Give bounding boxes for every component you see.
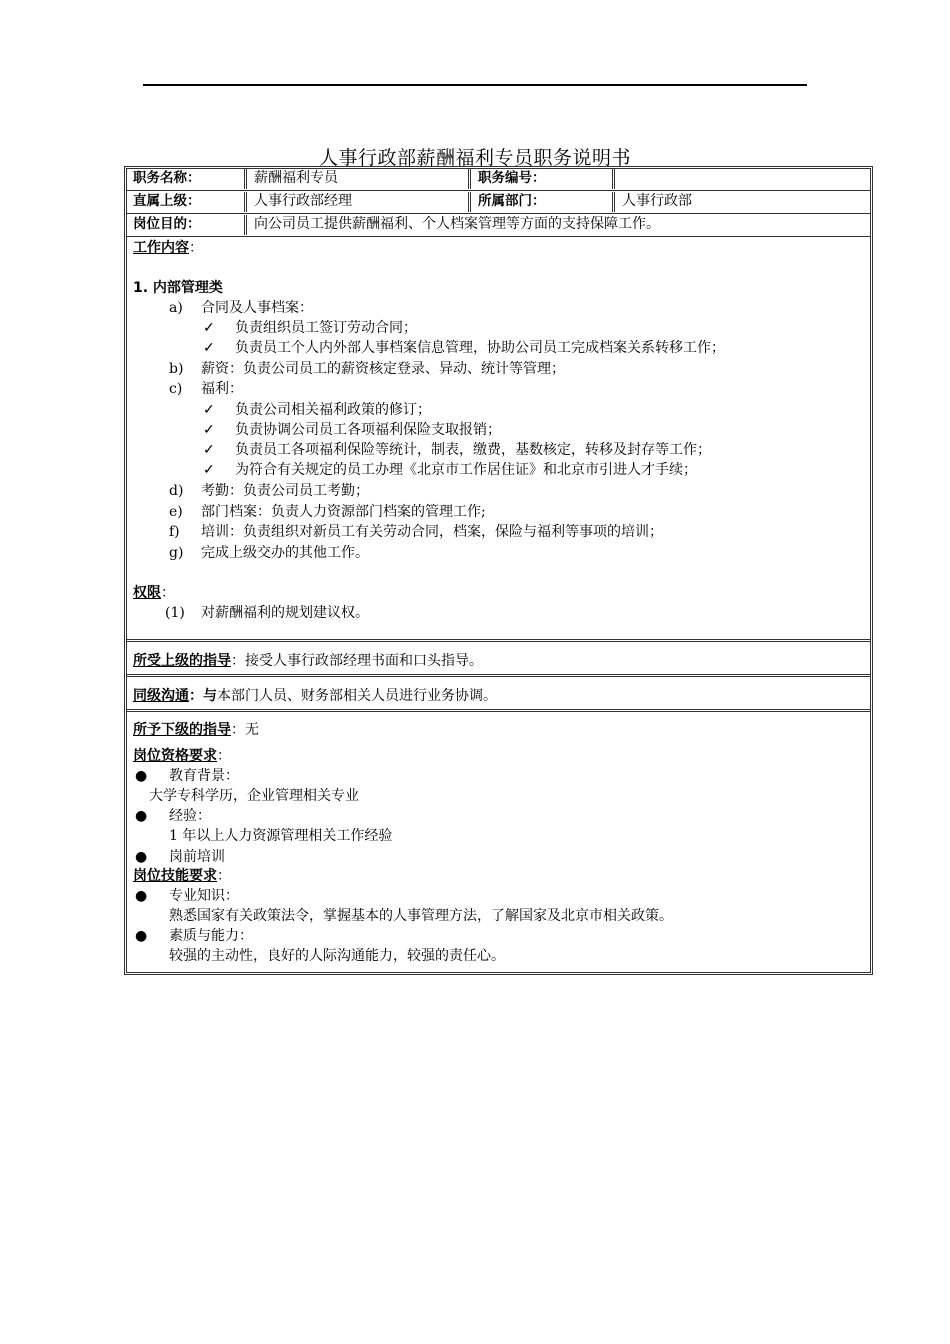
- list-item: b): [169, 361, 184, 377]
- list-item: 负责组织员工签订劳动合同；: [235, 320, 417, 336]
- check-icon: ✓: [203, 462, 215, 478]
- list-item: 完成上级交办的其他工作。: [201, 545, 369, 561]
- job-description-table: [124, 166, 873, 975]
- superior-value: 人事行政部经理: [254, 193, 352, 209]
- row-job-name: [127, 169, 870, 189]
- qualifications-heading: 岗位资格要求：: [133, 748, 231, 764]
- training-value: 岗前培训: [169, 849, 225, 865]
- education-value: 大学专科学历，企业管理相关专业: [149, 788, 359, 804]
- dept-value: 人事行政部: [622, 193, 692, 209]
- check-icon: ✓: [203, 402, 215, 418]
- check-icon: ✓: [203, 422, 215, 438]
- list-item: 福利：: [201, 381, 243, 397]
- authority-heading: 权限：: [133, 585, 175, 601]
- list-item: 负责公司相关福利政策的修订；: [235, 402, 431, 418]
- bullet-icon: ●: [135, 768, 148, 784]
- job-name-label: 职务名称：: [133, 170, 201, 186]
- experience-label: 经验：: [169, 808, 211, 824]
- list-item: a): [169, 300, 183, 316]
- list-item: 部门档案：负责人力资源部门档案的管理工作;: [201, 504, 486, 520]
- list-item: 薪资：负责公司员工的薪资核定登录、异动、统计等管理；: [201, 361, 565, 377]
- list-item: g): [169, 545, 184, 561]
- purpose-value: 向公司员工提供薪酬福利、个人档案管理等方面的支持保障工作。: [254, 216, 660, 232]
- guidance-given: 所予下级的指导：无: [133, 722, 259, 738]
- list-item: f): [169, 524, 180, 540]
- superior-label: 直属上级：: [133, 193, 201, 209]
- list-item: c): [169, 381, 183, 397]
- row-superior: [127, 192, 870, 212]
- list-item: d): [169, 483, 184, 499]
- bullet-icon: ●: [135, 808, 148, 824]
- list-item: 培训：负责组织对新员工有关劳动合同，档案，保险与福利等事项的培训；: [201, 524, 663, 540]
- bullet-icon: ●: [135, 888, 148, 904]
- purpose-label: 岗位目的：: [133, 216, 201, 232]
- list-item: 负责员工各项福利保险等统计，制表，缴费，基数核定，转移及封存等工作；: [235, 442, 711, 458]
- job-code-label: 职务编号：: [478, 170, 546, 186]
- education-label: 教育背景：: [169, 768, 239, 784]
- list-item: e): [169, 504, 183, 520]
- list-item: 考勤：负责公司员工考勤；: [201, 483, 369, 499]
- knowledge-label: 专业知识：: [169, 888, 239, 904]
- check-icon: ✓: [203, 340, 215, 356]
- ability-label: 素质与能力：: [169, 928, 253, 944]
- document-title: 人事行政部薪酬福利专员职务说明书: [318, 147, 631, 169]
- knowledge-value: 熟悉国家有关政策法令，掌握基本的人事管理方法，了解国家及北京市相关政策。: [169, 908, 673, 924]
- work-heading: 工作内容：: [133, 240, 203, 256]
- peer-communication: 同级沟通：与本部门人员、财务部相关人员进行业务协调。: [133, 688, 497, 704]
- job-name-value: 薪酬福利专员: [254, 170, 338, 186]
- list-item: 负责协调公司员工各项福利保险支取报销；: [235, 422, 501, 438]
- dept-label: 所属部门：: [478, 193, 546, 209]
- ability-value: 较强的主动性，良好的人际沟通能力，较强的责任心。: [169, 948, 505, 964]
- check-icon: ✓: [203, 320, 215, 336]
- list-item: 合同及人事档案：: [201, 300, 313, 316]
- section-internal-management: 1. 内部管理类: [133, 280, 223, 296]
- guidance-received: 所受上级的指导：接受人事行政部经理书面和口头指导。: [133, 653, 483, 669]
- row-purpose: [127, 215, 870, 235]
- job-code-value: [616, 169, 870, 189]
- bullet-icon: ●: [135, 849, 148, 865]
- header-rule: [143, 84, 807, 86]
- list-item: 负责员工个人内外部人事档案信息管理，协助公司员工完成档案关系转移工作；: [235, 340, 725, 356]
- list-item: (1): [165, 605, 185, 621]
- list-item: 为符合有关规定的员工办理《北京市工作居住证》和北京市引进人才手续；: [235, 462, 697, 478]
- list-item: 对薪酬福利的规划建议权。: [201, 605, 369, 621]
- check-icon: ✓: [203, 442, 215, 458]
- experience-value: 1 年以上人力资源管理相关工作经验: [169, 828, 393, 844]
- bullet-icon: ●: [135, 928, 148, 944]
- skills-heading: 岗位技能要求：: [133, 868, 231, 884]
